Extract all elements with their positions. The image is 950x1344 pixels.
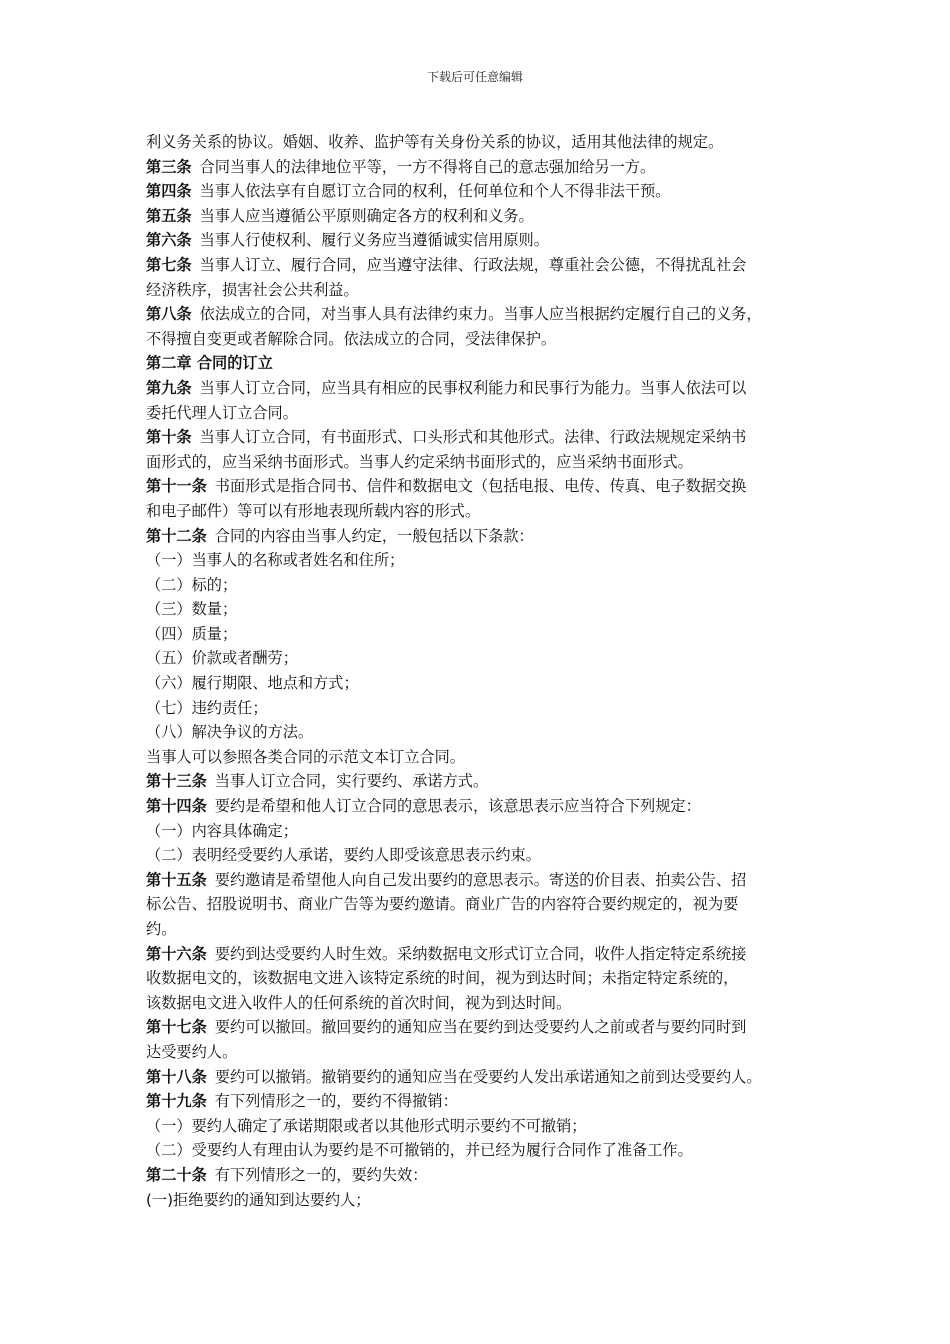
- text-line: [146, 1188, 821, 1213]
- text-line: [146, 720, 821, 745]
- article-number: 第十六条: [146, 944, 207, 963]
- text-line: [146, 597, 821, 622]
- line-text: 当事人应当遵循公平原则确定各方的权利和义务。: [199, 206, 534, 225]
- article-number: 第十二条: [146, 526, 207, 545]
- text-line: [146, 302, 821, 327]
- article-number: 第十四条: [146, 797, 207, 816]
- line-text: 当事人订立合同，应当具有相应的民事权利能力和民事行为能力。当事人依法可以: [199, 378, 747, 397]
- text-line: [146, 278, 821, 303]
- line-text: 达受要约人。: [146, 1042, 238, 1061]
- line-text: 书面形式是指合同书、信件和数据电文（包括电报、电传、传真、电子数据交换: [214, 477, 747, 496]
- line-text: 委托代理人订立合同。: [146, 403, 298, 422]
- line-text: 标公告、招股说明书、商业广告等为要约邀请。商业广告的内容符合要约规定的，视为要: [146, 895, 739, 914]
- text-line: [146, 671, 821, 696]
- line-text: （二）标的；: [146, 575, 238, 594]
- text-line: [146, 892, 821, 917]
- line-text: 当事人订立合同，实行要约、承诺方式。: [214, 772, 489, 791]
- article-number: 第六条: [146, 231, 192, 250]
- line-text: 收数据电文的，该数据电文进入该特定系统的时间，视为到达时间；未指定特定系统的，: [146, 969, 739, 988]
- line-text: （三）数量；: [146, 600, 238, 619]
- text-line: [146, 1040, 821, 1065]
- text-line: [146, 646, 821, 671]
- text-line: [146, 474, 821, 499]
- line-text: 要约是希望和他人订立合同的意思表示，该意思表示应当符合下列规定：: [214, 797, 701, 816]
- text-line: [146, 376, 821, 401]
- line-text: 利义务关系的协议。婚姻、收养、监护等有关身份关系的协议，适用其他法律的规定。: [146, 133, 724, 151]
- text-line: [146, 253, 821, 278]
- article-number: 第八条: [146, 305, 192, 324]
- article-number: 第四条: [146, 182, 192, 201]
- line-text: 面形式的，应当采纳书面形式。当事人约定采纳书面形式的，应当采纳书面形式。: [146, 452, 693, 471]
- text-line: [146, 499, 821, 524]
- article-number: 第二十条: [146, 1165, 207, 1184]
- line-text: （二）表明经受要约人承诺，要约人即受该意思表示约束。: [146, 846, 541, 865]
- article-number: 第十七条: [146, 1018, 207, 1037]
- line-text: 当事人订立合同，有书面形式、口头形式和其他形式。法律、行政法规规定采纳书: [199, 428, 747, 447]
- text-line: [146, 966, 821, 991]
- text-line: [146, 1065, 821, 1090]
- line-text: （七）违约责任；: [146, 698, 268, 717]
- line-text: （一）要约人确定了承诺期限或者以其他形式明示要约不可撤销；: [146, 1116, 587, 1135]
- text-line: [146, 351, 821, 376]
- line-text: 当事人可以参照各类合同的示范文本订立合同。: [146, 747, 465, 766]
- article-number: 第九条: [146, 378, 192, 397]
- text-line: [146, 450, 821, 475]
- article-number: 第七条: [146, 255, 192, 274]
- text-line: [146, 1015, 821, 1040]
- article-number: 第十五条: [146, 870, 207, 889]
- line-text: （六）履行期限、地点和方式；: [146, 674, 359, 693]
- text-line: [146, 1114, 821, 1139]
- text-line: [146, 769, 821, 794]
- page-header: 下载后可任意编辑: [426, 70, 523, 84]
- line-text: 当事人依法享有自愿订立合同的权利，任何单位和个人不得非法干预。: [199, 182, 671, 201]
- line-text: （一）内容具体确定；: [146, 821, 298, 840]
- line-text: 要约可以撤销。撤销要约的通知应当在受要约人发出承诺通知之前到达受要约人。: [214, 1067, 762, 1086]
- article-number: 第十九条: [146, 1092, 207, 1111]
- line-text: 约。: [146, 920, 177, 938]
- line-text: 依法成立的合同，对当事人具有法律约束力。当事人应当根据约定履行自己的义务，: [199, 305, 762, 324]
- line-text: 该数据电文进入收件人的任何系统的首次时间，视为到达时间。: [146, 993, 572, 1012]
- line-text: 要约邀请是希望他人向自己发出要约的意思表示。寄送的价目表、拍卖公告、招: [214, 870, 747, 889]
- text-line: [146, 1089, 821, 1114]
- text-line: [146, 179, 821, 204]
- line-text: （五）价款或者酬劳；: [146, 649, 298, 668]
- text-line: [146, 548, 821, 573]
- text-line: [146, 991, 821, 1016]
- text-line: [146, 425, 821, 450]
- text-line: [146, 917, 821, 942]
- line-text: 合同的内容由当事人约定，一般包括以下条款：: [214, 526, 534, 545]
- text-line: [146, 204, 821, 229]
- text-line: [146, 868, 821, 893]
- text-line: [146, 155, 821, 180]
- text-line: [146, 401, 821, 426]
- text-line: [146, 1138, 821, 1163]
- text-line: [146, 228, 821, 253]
- text-line: [146, 843, 821, 868]
- text-line: [146, 130, 821, 155]
- article-number: 第三条: [146, 157, 192, 176]
- line-text: 要约到达受要约人时生效。采纳数据电文形式订立合同，收件人指定特定系统接: [214, 944, 747, 963]
- chapter-heading: 第二章 合同的订立: [146, 354, 273, 373]
- line-text: 不得擅自变更或者解除合同。依法成立的合同，受法律保护。: [146, 329, 557, 348]
- text-line: [146, 794, 821, 819]
- line-text: 合同当事人的法律地位平等，一方不得将自己的意志强加给另一方。: [199, 157, 656, 176]
- text-line: [146, 1163, 821, 1188]
- line-text: （四）质量；: [146, 624, 238, 643]
- line-text: (一)拒绝要约的通知到达要约人；: [146, 1190, 371, 1209]
- text-line: [146, 696, 821, 721]
- article-number: 第五条: [146, 206, 192, 225]
- article-number: 第十一条: [146, 477, 207, 496]
- text-line: [146, 819, 821, 844]
- text-line: [146, 573, 821, 598]
- line-text: 要约可以撤回。撤回要约的通知应当在要约到达受要约人之前或者与要约同时到: [214, 1018, 747, 1037]
- text-line: [146, 942, 821, 967]
- line-text: 当事人行使权利、履行义务应当遵循诚实信用原则。: [199, 231, 549, 250]
- article-number: 第十三条: [146, 772, 207, 791]
- line-text: （二）受要约人有理由认为要约是不可撤销的，并已经为履行合同作了准备工作。: [146, 1141, 693, 1160]
- text-line: [146, 622, 821, 647]
- document-body: [146, 130, 821, 1212]
- line-text: 有下列情形之一的，要约不得撤销：: [214, 1092, 458, 1111]
- line-text: （一）当事人的名称或者姓名和住所；: [146, 551, 405, 570]
- article-number: 第十八条: [146, 1067, 207, 1086]
- line-text: 和电子邮件）等可以有形地表现所载内容的形式。: [146, 501, 481, 520]
- text-line: [146, 327, 821, 352]
- line-text: 经济秩序，损害社会公共利益。: [146, 280, 359, 299]
- line-text: （八）解决争议的方法。: [146, 723, 314, 742]
- text-line: [146, 524, 821, 549]
- article-number: 第十条: [146, 428, 192, 447]
- line-text: 当事人订立、履行合同，应当遵守法律、行政法规，尊重社会公德，不得扰乱社会: [199, 255, 747, 274]
- line-text: 有下列情形之一的，要约失效：: [214, 1165, 428, 1184]
- text-line: [146, 745, 821, 770]
